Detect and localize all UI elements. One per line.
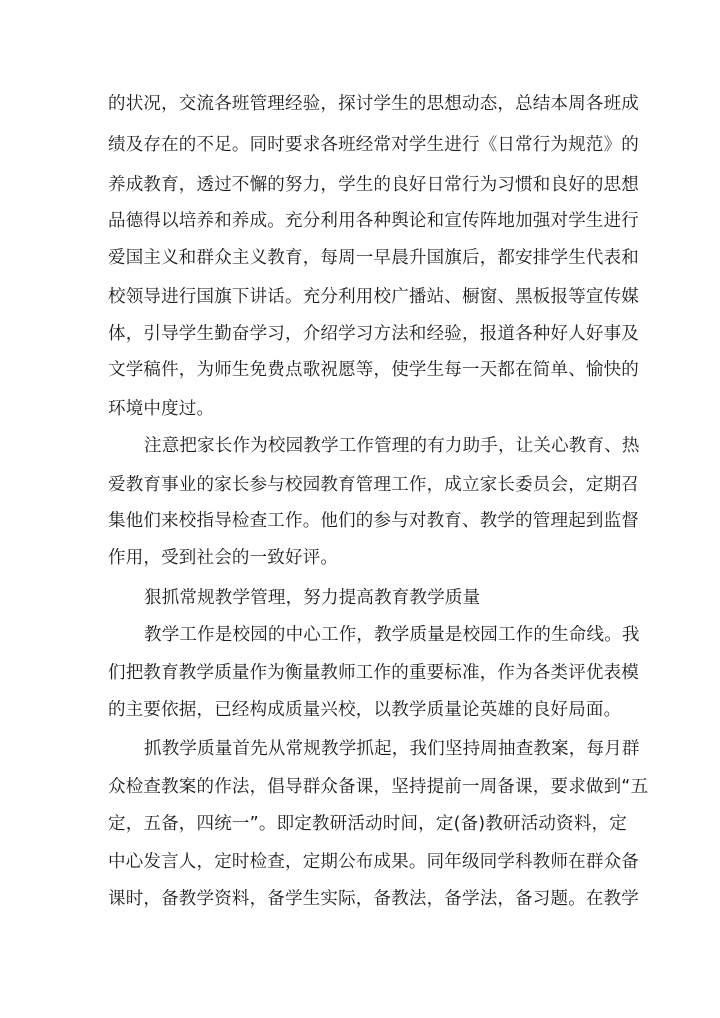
text-line: 文学稿件，为师生免费点歌祝愿等，使学生每一天都在简单、愉快的	[108, 360, 639, 380]
text-line: 作用，受到社会的一致好评。	[108, 548, 339, 568]
text-line: 爱国主义和群众主义教育，每周一早晨升国旗后，都安排学生代表和	[108, 248, 639, 268]
text-line: 品德得以培养和养成。充分利用各种舆论和宣传阵地加强对学生进行	[108, 211, 639, 231]
text-line: 校领导进行国旗下讲话。充分利用校广播站、橱窗、黑板报等宣传媒	[108, 287, 639, 307]
text-line: 体，引导学生勤奋学习，介绍学习方法和经验，报道各种好人好事及	[108, 324, 639, 344]
section-heading: 狠抓常规教学管理，努力提高教育教学质量	[144, 588, 481, 608]
text-line: 的状况，交流各班管理经验，探讨学生的思想动态，总结本周各班成	[108, 94, 639, 114]
text-line: 集他们来校指导检查工作。他们的参与对教育、教学的管理起到监督	[108, 511, 639, 531]
text-line: 定，五备，四统一”。即定教研活动时间，定(备)教研活动资料，定	[108, 814, 627, 834]
text-line: 爱教育事业的家长参与校园教育管理工作，成立家长委员会，定期召	[108, 475, 639, 495]
text-line: 众检查教案的作法，倡导群众备课，坚持提前一周备课，要求做到“五	[108, 777, 649, 797]
text-line: 们把教育教学质量作为衡量教师工作的重要标准，作为各类评优表模	[108, 663, 639, 683]
paragraph-first-line: 注意把家长作为校园教学工作管理的有力助手，让关心教育、热	[144, 436, 640, 456]
paragraph-first-line: 抓教学质量首先从常规教学抓起，我们坚持周抽查教案，每月群	[144, 739, 640, 759]
text-line: 环境中度过。	[108, 399, 215, 419]
text-line: 中心发言人，定时检查，定期公布成果。同年级同学科教师在群众备	[108, 852, 639, 872]
text-line: 的主要依据，已经构成质量兴校，以教学质量论英雄的良好局面。	[108, 700, 622, 720]
paragraph-first-line: 教学工作是校园的中心工作，教学质量是校园工作的生命线。我	[144, 625, 640, 645]
text-line: 课时，备教学资料，备学生实际，备教法，备学法，备习题。在教学	[108, 889, 639, 909]
text-line: 养成教育，透过不懈的努力，学生的良好日常行为习惯和良好的思想	[108, 175, 639, 195]
text-line: 绩及存在的不足。同时要求各班经常对学生进行《日常行为规范》的	[108, 135, 639, 155]
